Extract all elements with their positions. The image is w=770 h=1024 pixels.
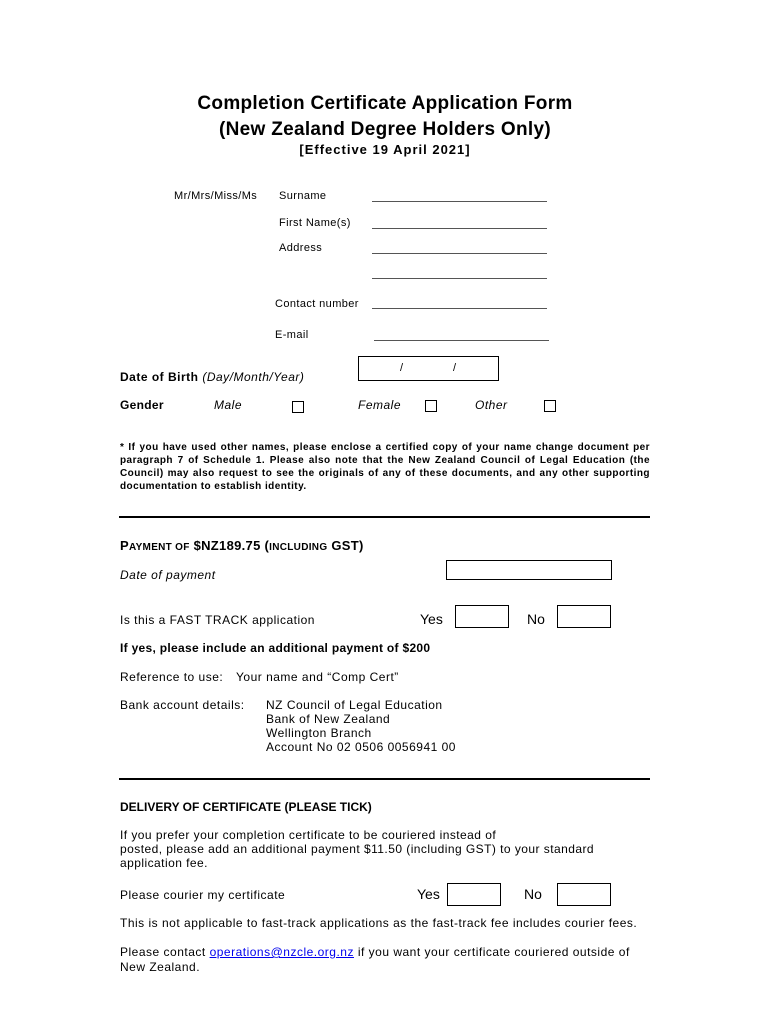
fast-track-yes-label: Yes: [420, 611, 443, 627]
dob-separator: /: [400, 362, 404, 374]
payment-heading-ayment-of: AYMENT OF: [128, 542, 190, 553]
section-divider: [119, 516, 650, 518]
bank-account-name: NZ Council of Legal Education: [266, 698, 443, 712]
fast-track-label: Is this a FAST TRACK application: [120, 613, 315, 627]
courier-no-label: No: [524, 886, 542, 902]
courier-intro: If you prefer your completion certificate to be couriered instead of posted, please add an additional payment $11.50 (including GST) to your standard application fee.: [120, 828, 595, 870]
courier-yes-box[interactable]: [447, 883, 501, 906]
bank-name: Bank of New Zealand: [266, 712, 391, 726]
surname-field[interactable]: [372, 201, 547, 202]
address-label: Address: [279, 242, 323, 254]
first-names-label: First Name(s): [279, 217, 351, 229]
effective-date: [Effective 19 April 2021]: [299, 142, 471, 157]
date-of-birth-label: [120, 370, 304, 384]
title-label: Mr/Mrs/Miss/Ms: [174, 190, 258, 202]
date-of-payment-label: Date of payment: [120, 568, 216, 582]
bank-details: [266, 698, 456, 754]
first-names-field[interactable]: [372, 228, 547, 229]
bank-branch: Wellington Branch: [266, 726, 372, 740]
bank-details-label: Bank account details:: [120, 698, 245, 712]
dob-label-text: Date of Birth: [120, 370, 199, 384]
fast-track-courier-note: This is not applicable to fast-track applications as the fast-track fee includes courier fees.: [120, 916, 638, 930]
contact-number-field[interactable]: [372, 308, 547, 309]
reference-label: Reference to use:: [120, 670, 224, 684]
reference-value: Your name and “Comp Cert”: [236, 670, 399, 684]
form-title-line1: Completion Certificate Application Form: [197, 93, 573, 114]
contact-line-2: New Zealand.: [120, 960, 201, 974]
gender-female-checkbox[interactable]: [425, 400, 437, 412]
payment-heading-including: INCLUDING: [269, 542, 328, 553]
operations-email-link[interactable]: operations@nzcle.org.nz: [209, 945, 354, 959]
delivery-heading: DELIVERY OF CERTIFICATE (PLEASE TICK): [120, 800, 372, 814]
fast-track-no-label: No: [527, 611, 545, 627]
contact-prefix: Please contact: [120, 945, 206, 959]
name-change-note: * If you have used other names, please enclose a certified copy of your name change document per paragraph 7 of Schedule 1. Please also note that the New Zealand Council of Legal Education (the Council) may also request to see the originals of any of these documents, and any other supporting documentation to establish identity.: [120, 442, 650, 492]
contact-suffix: if you want your certificate couriered outside of: [357, 945, 630, 959]
bank-account-number: Account No 02 0506 0056941 00: [266, 740, 456, 754]
payment-heading-amount: $NZ189.75 (: [193, 538, 270, 553]
date-of-birth-box[interactable]: [358, 356, 499, 381]
contact-number-label: Contact number: [275, 298, 359, 310]
surname-label: Surname: [279, 190, 327, 202]
gender-label: Gender: [120, 398, 164, 412]
dob-separator: /: [453, 362, 457, 374]
dob-format-hint: (Day/Month/Year): [202, 370, 305, 384]
section-divider: [119, 778, 650, 780]
fast-track-fee-note: If yes, please include an additional payment of $200: [120, 641, 431, 655]
fast-track-yes-box[interactable]: [455, 605, 509, 628]
gender-male-checkbox[interactable]: [292, 401, 304, 413]
email-field[interactable]: [374, 340, 549, 341]
contact-line: [120, 945, 630, 959]
date-of-payment-field[interactable]: [446, 560, 612, 580]
courier-label: Please courier my certificate: [120, 888, 286, 902]
gender-other-checkbox[interactable]: [544, 400, 556, 412]
courier-yes-label: Yes: [417, 886, 440, 902]
form-title-line2: (New Zealand Degree Holders Only): [219, 119, 551, 140]
address-field-line1[interactable]: [372, 253, 547, 254]
payment-heading-p: P: [120, 538, 129, 553]
fast-track-no-box[interactable]: [557, 605, 611, 628]
payment-heading: [120, 538, 364, 553]
payment-heading-gst: GST): [331, 538, 364, 553]
gender-male-label: Male: [214, 398, 243, 412]
gender-female-label: Female: [358, 398, 402, 412]
courier-no-box[interactable]: [557, 883, 611, 906]
address-field-line2[interactable]: [372, 278, 547, 279]
gender-other-label: Other: [475, 398, 508, 412]
email-label: E-mail: [275, 329, 309, 341]
